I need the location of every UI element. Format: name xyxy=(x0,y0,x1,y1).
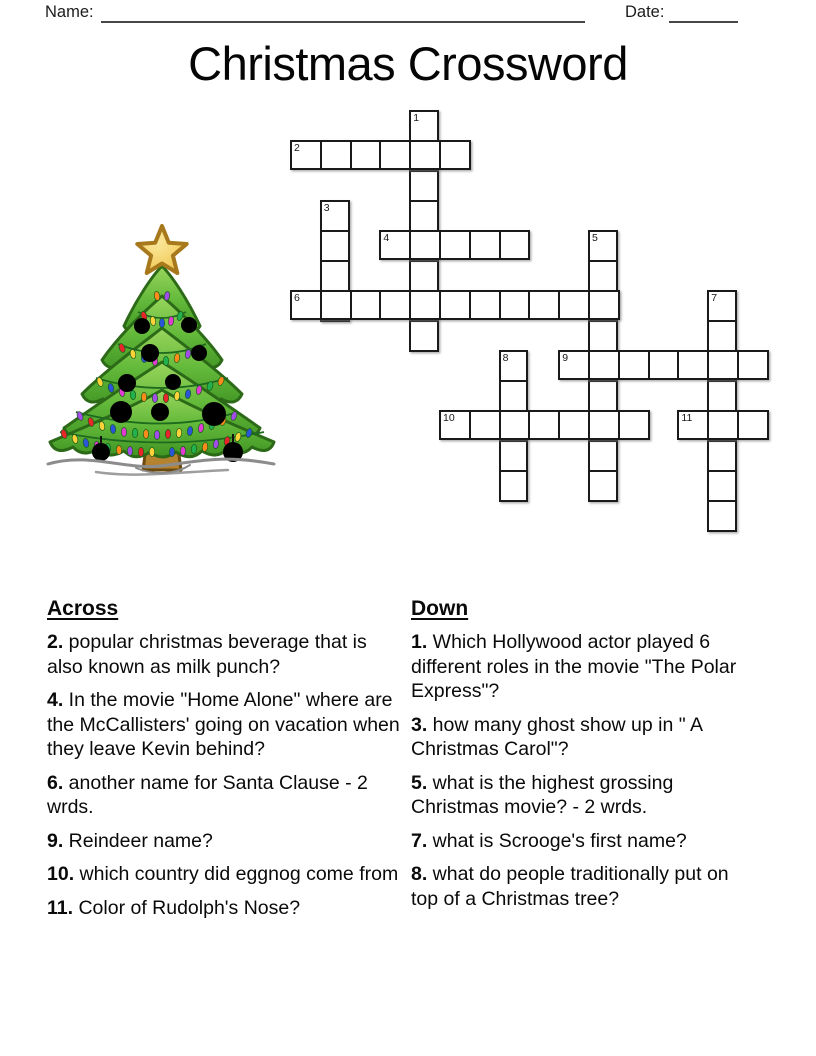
across-clues-section xyxy=(47,597,401,929)
cell-number: 10 xyxy=(443,412,455,424)
grid-cell xyxy=(590,382,616,412)
page-title: Christmas Crossword xyxy=(188,37,628,90)
cell-number: 1 xyxy=(413,112,420,124)
clue-number: 1. xyxy=(411,631,428,653)
cell-number: 3 xyxy=(323,202,330,214)
grid-cell xyxy=(709,352,739,378)
grid-cell xyxy=(322,142,352,168)
word-2-across xyxy=(290,140,471,170)
word-10-across xyxy=(439,410,650,440)
down-clues-section xyxy=(411,597,745,920)
clue-number: 10. xyxy=(47,863,75,885)
grid-cell xyxy=(411,112,437,142)
grid-cell xyxy=(560,412,590,438)
grid-cell xyxy=(501,232,529,258)
grid-cell xyxy=(411,172,437,202)
clue-number: 3. xyxy=(411,713,428,736)
grid-cell xyxy=(709,442,735,472)
clue-number: 5. xyxy=(411,771,428,794)
grid-cell xyxy=(411,202,437,232)
cell-number: 7 xyxy=(711,292,718,304)
grid-cell xyxy=(292,292,322,318)
word-9-across xyxy=(558,350,769,380)
clue-4-across: 4. In the movie "Home Alone" where are the McCallisters' going on vacation when they leave Kevin behind? xyxy=(47,689,400,760)
grid-cell xyxy=(501,292,531,318)
grid-cell xyxy=(441,232,471,258)
grid-cell xyxy=(590,232,616,262)
grid-cell xyxy=(709,292,735,322)
cell-number: 8 xyxy=(502,352,509,364)
cell-number: 5 xyxy=(592,232,598,244)
clue-number: 8. xyxy=(411,863,428,885)
word-4-across xyxy=(379,230,530,260)
grid-cell xyxy=(322,292,352,318)
grid-cell xyxy=(620,352,650,378)
down-clue-list xyxy=(411,630,745,911)
clue-number: 9. xyxy=(47,829,64,852)
clue-2-across: 2. popular christmas beverage that is also known as milk punch? xyxy=(47,631,367,678)
grid-cell xyxy=(620,412,648,438)
grid-cell xyxy=(292,142,322,168)
grid-cell xyxy=(501,382,527,412)
grid-cell xyxy=(501,412,531,438)
grid-cell xyxy=(471,232,501,258)
grid-cell xyxy=(381,142,411,168)
grid-cell xyxy=(739,412,767,438)
grid-cell xyxy=(560,352,590,378)
grid-cell xyxy=(709,412,739,438)
grid-cell xyxy=(709,502,735,530)
grid-cell xyxy=(530,292,560,318)
word-6-across xyxy=(290,290,620,320)
grid-cell xyxy=(530,412,560,438)
clue-10-across: 10. which country did eggnog come from xyxy=(47,863,399,885)
grid-cell xyxy=(441,142,469,168)
grid-cell xyxy=(590,472,616,500)
grid-cell xyxy=(411,262,437,292)
cell-number: 2 xyxy=(294,142,300,154)
cell-number: 6 xyxy=(294,292,300,304)
clue-3-down: 3. how many ghost show up in " A Christmas Carol"? xyxy=(411,713,702,760)
name-label: Name: xyxy=(45,3,94,21)
grid-cell xyxy=(441,412,471,438)
down-heading: Down xyxy=(411,597,469,620)
clue-number: 2. xyxy=(47,631,64,653)
grid-cell xyxy=(709,382,735,412)
cell-number: 9 xyxy=(562,352,569,364)
grid-cell xyxy=(709,472,735,502)
grid-cell xyxy=(650,352,680,378)
across-clue-list xyxy=(47,630,401,920)
clue-number: 11. xyxy=(47,896,74,919)
clue-7-down: 7. what is Scrooge's first name? xyxy=(411,829,687,852)
clue-number: 7. xyxy=(411,829,428,852)
grid-cell xyxy=(411,292,441,318)
cell-number: 11 xyxy=(681,412,693,424)
grid-cell xyxy=(352,292,382,318)
clue-number: 4. xyxy=(47,689,64,711)
grid-cell xyxy=(381,292,411,318)
date-label: Date: xyxy=(625,3,665,21)
clue-5-down: 5. what is the highest grossing Christmas movie? - 2 wrds. xyxy=(411,771,674,818)
grid-cell xyxy=(471,292,501,318)
clue-6-across: 6. another name for Santa Clause - 2 wrds. xyxy=(47,771,368,818)
grid-cell xyxy=(322,262,348,292)
grid-cell xyxy=(709,322,735,352)
grid-cell xyxy=(501,442,527,472)
grid-cell xyxy=(381,232,411,258)
across-heading: Across xyxy=(47,597,119,620)
grid-cell xyxy=(590,412,620,438)
grid-cell xyxy=(679,412,709,438)
grid-cell xyxy=(441,292,471,318)
grid-cell xyxy=(679,352,709,378)
cell-number: 4 xyxy=(383,232,390,244)
grid-cell xyxy=(322,232,348,262)
grid-cell xyxy=(590,322,616,352)
grid-cell xyxy=(590,442,616,472)
grid-cell xyxy=(411,232,441,258)
grid-cell xyxy=(590,352,620,378)
clue-9-across: 9. Reindeer name? xyxy=(47,829,213,852)
grid-cell xyxy=(560,292,590,318)
grid-cell xyxy=(352,142,382,168)
clue-8-down: 8. what do people traditionally put on top of a Christmas tree? xyxy=(411,863,729,910)
clue-1-down: 1. Which Hollywood actor played 6 different roles in the movie "The Polar Express"? xyxy=(411,631,737,702)
grid-cell xyxy=(739,352,767,378)
grid-cell xyxy=(590,262,616,292)
grid-cell xyxy=(501,352,527,382)
clue-11-across: 11. Color of Rudolph's Nose? xyxy=(47,896,301,919)
grid-cell xyxy=(501,472,527,500)
word-11-across xyxy=(677,410,768,440)
grid-cell xyxy=(471,412,501,438)
grid-cell xyxy=(411,142,441,168)
grid-cell xyxy=(322,202,348,232)
grid-cell xyxy=(590,292,618,318)
grid-cell xyxy=(411,322,437,350)
clue-number: 6. xyxy=(47,771,64,794)
